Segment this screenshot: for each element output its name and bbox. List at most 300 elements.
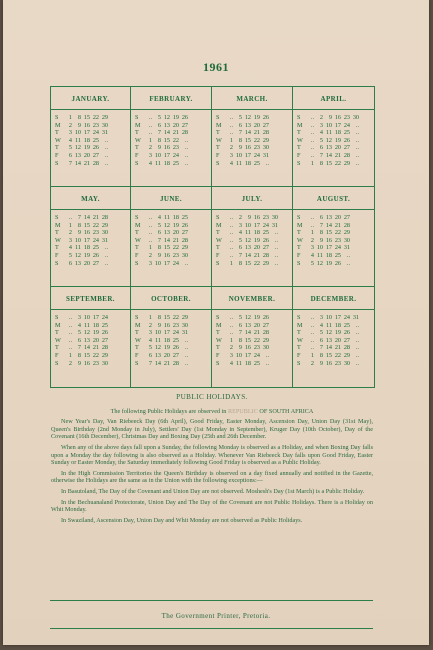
month-days bbox=[51, 110, 130, 167]
day-number: 14 bbox=[154, 359, 161, 367]
week-column bbox=[99, 114, 108, 167]
day-number: 16 bbox=[163, 144, 170, 152]
day-number: 12 bbox=[163, 221, 170, 229]
day-number: .. bbox=[310, 336, 314, 344]
day-names-column bbox=[297, 214, 305, 267]
day-number: 26 bbox=[343, 136, 350, 144]
day-number: 4 bbox=[148, 159, 152, 167]
day-number: 27 bbox=[92, 259, 99, 267]
day-number: 6 bbox=[68, 259, 72, 267]
day-number: 22 bbox=[92, 351, 99, 359]
month-january bbox=[51, 87, 131, 187]
day-name: T bbox=[297, 244, 301, 252]
day-number: 13 bbox=[244, 244, 251, 252]
day-number: 28 bbox=[343, 344, 350, 352]
week-column bbox=[63, 314, 72, 367]
day-number: .. bbox=[148, 229, 152, 237]
day-name: F bbox=[55, 251, 59, 259]
day-number: 21 bbox=[253, 251, 260, 259]
day-number: 16 bbox=[83, 359, 90, 367]
week-column bbox=[260, 314, 269, 367]
public-holidays-intro bbox=[51, 408, 373, 416]
day-name: W bbox=[216, 236, 222, 244]
day-number: 15 bbox=[163, 244, 170, 252]
week-column bbox=[72, 314, 81, 367]
day-number: 1 bbox=[229, 136, 233, 144]
day-number: 13 bbox=[154, 351, 161, 359]
day-name: T bbox=[135, 129, 139, 137]
day-number: 9 bbox=[157, 251, 161, 259]
day-number: 30 bbox=[352, 114, 359, 121]
day-name: W bbox=[297, 336, 303, 344]
day-number: 24 bbox=[172, 259, 179, 267]
day-number: 17 bbox=[163, 329, 170, 337]
day-number: 31 bbox=[181, 329, 188, 337]
day-number: 1 bbox=[310, 351, 314, 359]
day-number: 15 bbox=[244, 336, 251, 344]
day-number: 13 bbox=[83, 336, 90, 344]
day-number: 5 bbox=[238, 314, 242, 321]
day-name: F bbox=[297, 151, 301, 159]
day-number: 9 bbox=[238, 144, 242, 152]
day-number: 8 bbox=[157, 314, 161, 321]
day-number: 25 bbox=[101, 321, 108, 329]
day-number: .. bbox=[355, 159, 359, 167]
holiday-paragraph: In Swaziland, Ascension Day, Union Day and Whit Monday are not observed as Public Holidays. bbox=[61, 516, 303, 524]
week-column bbox=[350, 114, 359, 167]
day-number: .. bbox=[346, 259, 350, 267]
month-days bbox=[293, 310, 374, 367]
month-december bbox=[293, 287, 374, 387]
month-name: JULY. bbox=[212, 187, 292, 210]
day-number: .. bbox=[184, 359, 188, 367]
day-number: .. bbox=[104, 144, 108, 152]
day-number: 3 bbox=[310, 244, 314, 252]
week-column bbox=[179, 314, 188, 367]
day-number: 20 bbox=[334, 336, 341, 344]
month-name: JANUARY. bbox=[51, 87, 130, 110]
day-name: S bbox=[55, 159, 59, 167]
day-name: T bbox=[216, 144, 220, 152]
day-number: 14 bbox=[83, 344, 90, 352]
day-number: .. bbox=[104, 151, 108, 159]
day-number: .. bbox=[310, 329, 314, 337]
day-number: 16 bbox=[163, 251, 170, 259]
day-name: S bbox=[135, 159, 139, 167]
calendar-year: 1961 bbox=[203, 60, 229, 74]
day-number: 18 bbox=[163, 336, 170, 344]
day-number: .. bbox=[355, 136, 359, 144]
day-number: 7 bbox=[68, 159, 72, 167]
week-column bbox=[63, 214, 72, 267]
day-number: 14 bbox=[244, 129, 251, 137]
day-number: 31 bbox=[343, 244, 350, 252]
day-number: 29 bbox=[343, 229, 350, 237]
day-number: 22 bbox=[92, 114, 99, 121]
day-name: S bbox=[297, 314, 301, 321]
day-number: 3 bbox=[148, 329, 152, 337]
day-number: 29 bbox=[343, 159, 350, 167]
day-number: 11 bbox=[75, 244, 81, 252]
day-name: M bbox=[216, 321, 222, 329]
day-number: 11 bbox=[84, 321, 90, 329]
day-number: 12 bbox=[325, 329, 332, 337]
day-number: 26 bbox=[262, 314, 269, 321]
day-number: 19 bbox=[334, 136, 341, 144]
day-number: 17 bbox=[325, 244, 332, 252]
day-number: 26 bbox=[181, 114, 188, 121]
day-number: 9 bbox=[328, 114, 332, 121]
day-number: 15 bbox=[244, 136, 251, 144]
day-number: 23 bbox=[334, 236, 341, 244]
day-name: S bbox=[135, 114, 139, 121]
day-number: .. bbox=[310, 144, 314, 152]
intro-prefix: The following Public Holidays are observed in bbox=[110, 407, 228, 415]
week-column bbox=[63, 114, 72, 167]
day-number: 9 bbox=[157, 144, 161, 152]
day-number: 25 bbox=[253, 359, 260, 367]
day-number: 2 bbox=[229, 144, 233, 152]
day-number: 11 bbox=[75, 136, 81, 144]
day-number: .. bbox=[265, 351, 269, 359]
day-number: .. bbox=[68, 214, 72, 221]
day-number: 3 bbox=[229, 151, 233, 159]
month-days bbox=[51, 210, 130, 267]
day-number: 30 bbox=[181, 251, 188, 259]
day-number: 6 bbox=[238, 121, 242, 129]
day-number: 12 bbox=[244, 236, 251, 244]
day-number: 13 bbox=[74, 151, 81, 159]
day-number: 10 bbox=[83, 314, 90, 321]
day-number: .. bbox=[148, 129, 152, 137]
month-june bbox=[131, 187, 212, 287]
day-number: 30 bbox=[343, 359, 350, 367]
day-number: 10 bbox=[74, 236, 81, 244]
day-names-column bbox=[55, 314, 63, 367]
day-number: 5 bbox=[319, 329, 323, 337]
day-number: 18 bbox=[334, 321, 341, 329]
day-number: 13 bbox=[244, 121, 251, 129]
day-number: .. bbox=[310, 136, 314, 144]
calendar-page bbox=[3, 0, 429, 645]
week-column bbox=[305, 314, 314, 367]
day-number: 28 bbox=[343, 221, 350, 229]
day-number: 22 bbox=[253, 136, 260, 144]
day-number: 11 bbox=[155, 159, 161, 167]
day-number: 6 bbox=[319, 214, 323, 221]
day-number: 5 bbox=[68, 251, 72, 259]
day-number: 29 bbox=[262, 259, 269, 267]
day-number: 31 bbox=[101, 236, 108, 244]
day-number: .. bbox=[229, 221, 233, 229]
week-column bbox=[269, 214, 278, 267]
day-name: W bbox=[297, 236, 303, 244]
day-number: 4 bbox=[157, 214, 161, 221]
week-column bbox=[332, 114, 341, 167]
day-number: 12 bbox=[325, 136, 332, 144]
day-number: 16 bbox=[83, 229, 90, 237]
day-number: 3 bbox=[319, 121, 323, 129]
day-number: 10 bbox=[316, 244, 323, 252]
day-number: .. bbox=[148, 236, 152, 244]
day-number: 16 bbox=[83, 121, 90, 129]
day-number: 6 bbox=[319, 144, 323, 152]
day-number: 15 bbox=[163, 314, 170, 321]
day-name: M bbox=[55, 321, 61, 329]
day-number: 4 bbox=[77, 321, 81, 329]
day-number: 7 bbox=[157, 129, 161, 137]
day-number: 4 bbox=[229, 359, 233, 367]
month-days bbox=[51, 310, 130, 367]
day-number: 23 bbox=[262, 214, 269, 221]
day-number: .. bbox=[104, 244, 108, 252]
day-number: 23 bbox=[343, 114, 350, 121]
day-number: 24 bbox=[101, 314, 108, 321]
day-name: T bbox=[135, 229, 139, 237]
day-number: .. bbox=[274, 259, 278, 267]
day-name: M bbox=[297, 321, 303, 329]
day-number: .. bbox=[68, 344, 72, 352]
week-column bbox=[242, 114, 251, 167]
day-number: 20 bbox=[253, 121, 260, 129]
day-name: F bbox=[216, 351, 220, 359]
week-column bbox=[251, 314, 260, 367]
day-number: 17 bbox=[253, 221, 260, 229]
day-number: 6 bbox=[157, 121, 161, 129]
day-number: 20 bbox=[334, 144, 341, 152]
day-number: 11 bbox=[326, 129, 332, 137]
month-february bbox=[131, 87, 212, 187]
day-number: 19 bbox=[83, 144, 90, 152]
day-number: .. bbox=[310, 214, 314, 221]
day-number: 15 bbox=[325, 351, 332, 359]
day-number: 10 bbox=[154, 329, 161, 337]
day-number: .. bbox=[229, 329, 233, 337]
day-name: T bbox=[216, 229, 220, 237]
day-number: 27 bbox=[343, 144, 350, 152]
day-name: M bbox=[297, 121, 303, 129]
day-number: 19 bbox=[163, 344, 170, 352]
day-number: .. bbox=[184, 144, 188, 152]
day-names-column bbox=[135, 314, 143, 367]
day-number: .. bbox=[355, 329, 359, 337]
day-name: M bbox=[55, 121, 61, 129]
week-column bbox=[143, 114, 152, 167]
day-names-column bbox=[55, 114, 63, 167]
month-name: NOVEMBER. bbox=[212, 287, 292, 310]
day-names-column bbox=[135, 214, 143, 267]
public-holidays-section bbox=[51, 394, 373, 527]
day-number: 14 bbox=[74, 159, 81, 167]
day-number: 11 bbox=[236, 359, 242, 367]
day-number: .. bbox=[68, 329, 72, 337]
day-number: 14 bbox=[325, 344, 332, 352]
day-number: 4 bbox=[319, 129, 323, 137]
footer-rule-bottom bbox=[50, 628, 373, 629]
holiday-paragraph: In the High Commission Territories the Queen's Birthday is observed on a day fixed annually and notified in the Gazette, otherwise the Holidays are the same as in the Union with the following exceptions:— bbox=[51, 469, 373, 485]
day-number: 7 bbox=[238, 329, 242, 337]
day-number: .. bbox=[184, 151, 188, 159]
day-number: 7 bbox=[238, 129, 242, 137]
day-number: 10 bbox=[74, 129, 81, 137]
day-number: 3 bbox=[77, 314, 81, 321]
day-number: 13 bbox=[163, 121, 170, 129]
day-name: M bbox=[216, 221, 222, 229]
day-number: 20 bbox=[253, 321, 260, 329]
day-name: S bbox=[55, 114, 59, 121]
day-number: 2 bbox=[319, 114, 323, 121]
day-number: 18 bbox=[163, 159, 170, 167]
day-number: .. bbox=[229, 321, 233, 329]
day-number: 13 bbox=[163, 229, 170, 237]
day-number: 2 bbox=[310, 359, 314, 367]
day-name: F bbox=[216, 251, 220, 259]
day-number: 14 bbox=[325, 221, 332, 229]
month-name: JUNE. bbox=[131, 187, 211, 210]
day-number: 19 bbox=[334, 329, 341, 337]
day-number: 5 bbox=[238, 236, 242, 244]
day-number: .. bbox=[355, 151, 359, 159]
day-number: 18 bbox=[244, 159, 251, 167]
day-number: 13 bbox=[74, 259, 81, 267]
day-number: 2 bbox=[68, 121, 72, 129]
day-number: 12 bbox=[74, 144, 81, 152]
week-column bbox=[350, 314, 359, 367]
day-number: 22 bbox=[334, 229, 341, 237]
day-name: S bbox=[216, 314, 220, 321]
week-column bbox=[152, 214, 161, 267]
day-name: M bbox=[297, 221, 303, 229]
day-name: T bbox=[297, 344, 301, 352]
day-number: 1 bbox=[68, 351, 72, 359]
day-number: 19 bbox=[83, 251, 90, 259]
day-number: 19 bbox=[253, 236, 260, 244]
day-name: T bbox=[135, 144, 139, 152]
day-number: 5 bbox=[157, 114, 161, 121]
week-column bbox=[341, 314, 350, 367]
week-column bbox=[90, 314, 99, 367]
day-number: 19 bbox=[253, 314, 260, 321]
day-number: 8 bbox=[319, 229, 323, 237]
day-number: 30 bbox=[271, 214, 278, 221]
week-column bbox=[224, 314, 233, 367]
day-name: T bbox=[135, 329, 139, 337]
day-number: 11 bbox=[326, 321, 332, 329]
day-name: M bbox=[135, 321, 141, 329]
day-number: .. bbox=[229, 236, 233, 244]
day-name: S bbox=[55, 259, 59, 267]
week-column bbox=[99, 214, 108, 267]
week-column bbox=[170, 114, 179, 167]
day-number: 17 bbox=[244, 151, 251, 159]
week-column bbox=[161, 314, 170, 367]
day-number: .. bbox=[355, 336, 359, 344]
day-number: 23 bbox=[172, 144, 179, 152]
month-april bbox=[293, 87, 374, 187]
day-names-column bbox=[216, 314, 224, 367]
day-number: 12 bbox=[83, 329, 90, 337]
day-number: 10 bbox=[235, 351, 242, 359]
day-number: 15 bbox=[83, 221, 90, 229]
day-name: T bbox=[297, 329, 301, 337]
day-number: 11 bbox=[164, 214, 170, 221]
day-number: 2 bbox=[148, 144, 152, 152]
day-number: 27 bbox=[343, 214, 350, 221]
day-number: 26 bbox=[343, 329, 350, 337]
day-number: 24 bbox=[343, 314, 350, 321]
day-number: 19 bbox=[325, 259, 332, 267]
week-column bbox=[305, 114, 314, 167]
day-number: 3 bbox=[148, 151, 152, 159]
day-number: 30 bbox=[101, 229, 108, 237]
day-number: 25 bbox=[92, 244, 99, 252]
day-number: 21 bbox=[92, 344, 99, 352]
day-number: 3 bbox=[319, 314, 323, 321]
day-number: .. bbox=[310, 314, 314, 321]
day-number: 24 bbox=[172, 151, 179, 159]
day-number: 23 bbox=[172, 321, 179, 329]
day-number: 13 bbox=[325, 144, 332, 152]
day-number: 20 bbox=[163, 351, 170, 359]
day-number: 6 bbox=[238, 321, 242, 329]
day-name: W bbox=[297, 136, 303, 144]
day-number: 25 bbox=[343, 321, 350, 329]
month-august bbox=[293, 187, 374, 287]
day-number: 3 bbox=[68, 129, 72, 137]
day-number: 25 bbox=[262, 229, 269, 237]
day-number: 7 bbox=[77, 214, 81, 221]
week-column bbox=[251, 114, 260, 167]
day-name: T bbox=[297, 229, 301, 237]
day-number: 9 bbox=[238, 344, 242, 352]
day-number: 6 bbox=[157, 229, 161, 237]
day-number: 11 bbox=[317, 251, 323, 259]
day-name: T bbox=[55, 344, 59, 352]
week-column bbox=[260, 114, 269, 167]
day-number: 29 bbox=[101, 114, 108, 121]
day-number: 18 bbox=[253, 229, 260, 237]
week-column bbox=[179, 114, 188, 167]
day-number: 31 bbox=[262, 151, 269, 159]
day-number: .. bbox=[346, 251, 350, 259]
day-number: 21 bbox=[92, 214, 99, 221]
day-number: 27 bbox=[92, 151, 99, 159]
month-name: DECEMBER. bbox=[293, 287, 374, 310]
day-number: 9 bbox=[77, 121, 81, 129]
day-number: .. bbox=[310, 129, 314, 137]
day-number: 23 bbox=[172, 251, 179, 259]
week-column bbox=[170, 214, 179, 267]
day-number: 26 bbox=[262, 114, 269, 121]
day-number: 5 bbox=[238, 114, 242, 121]
day-number: 8 bbox=[238, 259, 242, 267]
day-name: M bbox=[55, 221, 61, 229]
day-number: .. bbox=[148, 214, 152, 221]
month-name: MARCH. bbox=[212, 87, 292, 110]
day-name: S bbox=[216, 259, 220, 267]
day-name: F bbox=[135, 351, 139, 359]
day-name: T bbox=[216, 344, 220, 352]
day-number: 21 bbox=[83, 159, 90, 167]
month-october bbox=[131, 287, 212, 387]
month-july bbox=[212, 187, 293, 287]
day-number: .. bbox=[310, 121, 314, 129]
day-number: 26 bbox=[172, 344, 179, 352]
day-number: .. bbox=[229, 121, 233, 129]
day-number: 17 bbox=[83, 129, 90, 137]
week-column bbox=[341, 214, 350, 267]
week-column bbox=[143, 314, 152, 367]
